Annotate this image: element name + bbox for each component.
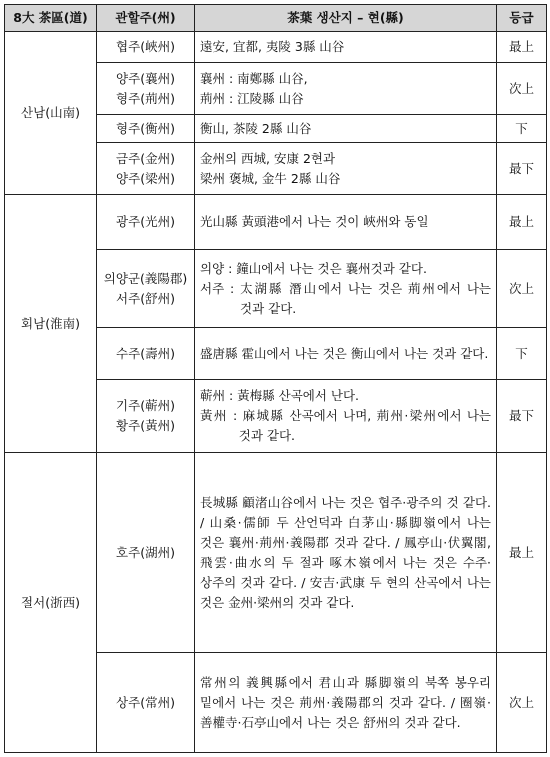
prefecture-cell [97,328,195,380]
place-cell [195,63,497,115]
prefecture-name: 기주(蕲州) [116,398,175,413]
place-line: 荊州 : 江陵縣 山谷 [200,90,304,106]
place-line: 光山縣 黃頭港에서 나는 것이 峽州와 동일 [200,214,429,229]
place-cell [195,453,497,653]
grade-cell: 最下 [497,143,547,195]
prefecture-name: 양주(襄州) [116,70,175,86]
place-line: 衡山, 茶陵 2縣 山谷 [200,120,312,136]
place-cell [195,380,497,453]
grade-cell: 次上 [497,250,547,328]
grade-cell: 下 [497,115,547,143]
table-row [5,32,547,63]
prefecture-name: 의양군(義陽郡) [103,270,188,286]
region-cell: 산남(山南) [5,32,97,195]
place-line: 의양 : 鐘山에서 나는 것은 襄州것과 같다. [200,260,427,276]
prefecture-cell [97,195,195,250]
header-row [5,5,547,32]
prefecture-name: 광주(光州) [116,214,175,229]
header-region: 8大 茶區(道) [5,5,97,32]
place-cell [195,115,497,143]
prefecture-name: 형주(衡州) [116,120,175,136]
place-line: 梁州 褒城, 金牛 2縣 山谷 [200,170,341,186]
place-cell [195,250,497,328]
grade-cell: 最上 [497,32,547,63]
prefecture-cell [97,380,195,453]
grade-cell: 下 [497,328,547,380]
table-row [5,453,547,653]
tea-region-table [4,4,547,753]
place-line: 常州의 義興縣에서 君山과 縣脚嶺의 북쪽 봉우리 밑에서 나는 것은 荊州·義陽郡의 것과 같다. / 圈嶺·善權寺·石亭山에서 나는 것은 舒州의 것과 같다. [200,674,491,730]
region-cell: 절서(浙西) [5,453,97,753]
prefecture-name: 형주(荊州) [116,90,175,106]
place-cell [195,143,497,195]
prefecture-name: 호주(湖州) [116,544,175,560]
place-line: 遠安, 宜都, 夷陵 3縣 山谷 [200,39,345,54]
place-line: 盛唐縣 霍山에서 나는 것은 衡山에서 나는 것과 같다. [200,345,489,361]
tea-region-table-container [4,4,546,753]
place-cell [195,195,497,250]
header-place: 茶葉 생산지 – 현(縣) [195,5,497,32]
place-line: 蕲州 : 黃梅縣 산곡에서 난다. [200,388,360,403]
place-line: 서주 : 太湖縣 潛山에서 나는 것은 荊州에서 나는 것과 같다. [200,280,491,316]
prefecture-cell [97,250,195,328]
grade-cell: 最上 [497,453,547,653]
prefecture-name: 서주(舒州) [116,290,175,306]
prefecture-name: 금주(金州) [116,150,175,166]
place-line: 襄州 : 南鄭縣 山谷, [200,70,308,86]
prefecture-name: 황주(黃州) [116,418,175,433]
prefecture-cell [97,143,195,195]
prefecture-name: 수주(壽州) [116,345,175,361]
header-prefecture: 관할주(州) [97,5,195,32]
grade-cell: 最上 [497,195,547,250]
place-cell [195,328,497,380]
prefecture-cell [97,32,195,63]
place-cell [195,653,497,753]
grade-cell: 最下 [497,380,547,453]
place-line: 長城縣 顧渚山谷에서 나는 것은 협주·광주의 것 같다. / 山桑·儒師 두 산언덕과 白茅山·縣脚嶺에서 나는 것은 襄州·荊州·義陽郡 것과 같다. / 鳳亭山·伏翼閣, 飛雲·曲水의 두 절과 啄木嶺에서 나는 것은 수주·상주의 것과 같다. / 安吉·武康 두 현의 산곡에서 나는 것은 金州·梁州의 것과 같다. [200,494,491,610]
prefecture-name: 양주(梁州) [116,170,175,186]
place-cell [195,32,497,63]
grade-cell: 次上 [497,653,547,753]
prefecture-cell [97,115,195,143]
prefecture-cell [97,63,195,115]
prefecture-name: 상주(常州) [116,694,175,710]
place-line: 黃州 : 麻城縣 산곡에서 나며, 荊州·梁州에서 나는 것과 같다. [200,408,491,443]
prefecture-cell [97,653,195,753]
place-line: 金州의 西城, 安康 2현과 [200,150,336,166]
prefecture-cell [97,453,195,653]
grade-cell: 次上 [497,63,547,115]
table-row [5,195,547,250]
header-grade: 등급 [497,5,547,32]
prefecture-name: 협주(峽州) [116,39,175,54]
region-cell: 회남(淮南) [5,195,97,453]
